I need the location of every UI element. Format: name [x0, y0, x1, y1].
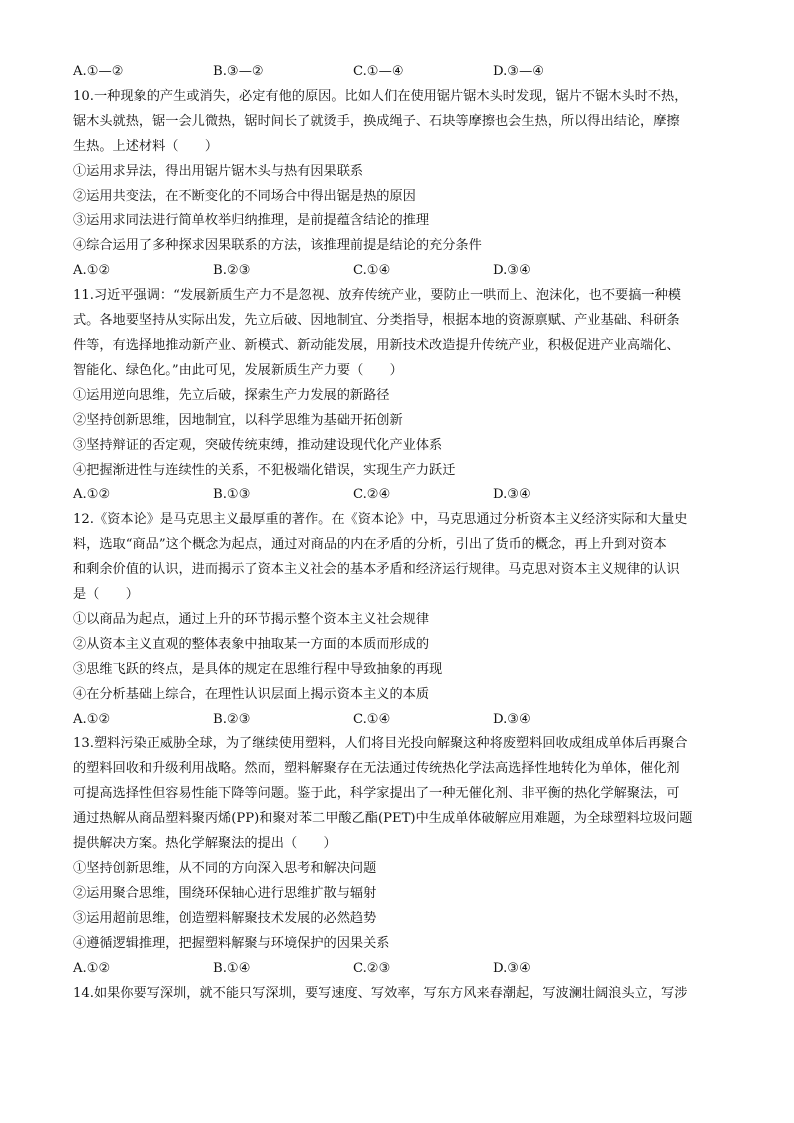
q12-option-c[interactable]: C.①④ [353, 711, 391, 727]
statement: ③思维飞跃的终点，是具体的规定在思维行程中导致抽象的再现 [73, 661, 443, 677]
exam-page [73, 60, 733, 1006]
question-text-line: 生热。上述材料（ ） [73, 138, 219, 154]
question-13 [73, 732, 733, 981]
question-10 [73, 85, 733, 284]
q12-option-d[interactable]: D.③④ [493, 711, 531, 727]
question-text-line: 提供解决方案。热化学解聚法的提出（ ） [73, 836, 337, 852]
q12-options [73, 708, 733, 733]
question-text-line: 14.如果你要写深圳，就不能只写深圳，要写速度、写效率，写东方风来春潮起，写波澜壮阔浪头立，写涉 [73, 985, 688, 1001]
question-text-line: 和剩余价值的认识，进而揭示了资本主义社会的基本矛盾和经济运行规律。马克思对资本主义规律的认识 [73, 562, 680, 578]
statement: ③坚持辩证的否定观，突破传统束缚，推动建设现代化产业体系 [73, 437, 443, 453]
question-text-line: 13.塑料污染正威胁全球，为了继续使用塑料，人们将目光投向解聚这种将废塑料回收成组成单体后再聚合 [73, 736, 688, 752]
question-text-line: 锯木头就热，锯一会儿微热，锯时间长了就烫手，换成绳子、石块等摩擦也会生热，所以得出结论，摩擦 [73, 113, 680, 129]
question-text-line: 式。各地要坚持从实际出发，先立后破、因地制宜、分类指导，根据本地的资源禀赋、产业基础、科研条 [73, 313, 680, 329]
question-text-line: 11.习近平强调：“发展新质生产力不是忽视、放弃传统产业，要防止一哄而上、泡沫化，也不要搞一种模 [73, 288, 681, 304]
q9-option-a[interactable]: A.①—② [73, 64, 124, 79]
question-text-line: 智能化、绿色化。”由此可见，发展新质生产力要（ ） [73, 362, 403, 378]
q10-options [73, 259, 733, 284]
statement: ②运用聚合思维，围绕环保轴心进行思维扩散与辐射 [73, 885, 377, 901]
q10-option-b[interactable]: B.②③ [213, 263, 251, 279]
question-text-line: 的塑料回收和升级利用战略。然而，塑料解聚存在无法通过传统热化学法高选择性地转化为单体，催化剂 [73, 761, 680, 777]
q9-option-c[interactable]: C.①—④ [353, 64, 404, 79]
question-text-line: 料，选取“商品”这个概念为起点，通过对商品的内在矛盾的分析，引出了货币的概念，再上升到对资本 [73, 537, 667, 553]
question-text-line: 是（ ） [73, 587, 139, 603]
q9-option-b[interactable]: B.③—② [213, 64, 264, 79]
statement: ③运用超前思维，创造塑料解聚技术发展的必然趋势 [73, 910, 377, 926]
q13-option-b[interactable]: B.①④ [213, 960, 251, 976]
q11-options [73, 483, 733, 508]
q9-options [73, 60, 733, 85]
question-11 [73, 284, 733, 508]
question-text-line: 件等，有选择地推动新产业、新模式、新动能发展，用新技术改造提升传统产业，积极促进产业高端化、 [73, 337, 680, 353]
question-text-line: 10.一种现象的产生或消失，必定有他的原因。比如人们在使用锯片锯木头时发现，锯片不锯木头时不热， [73, 88, 688, 104]
q11-option-d[interactable]: D.③④ [493, 487, 531, 503]
statement: ①运用求异法，得出用锯片锯木头与热有因果联系 [73, 163, 364, 179]
question-12 [73, 508, 733, 732]
q13-option-d[interactable]: D.③④ [493, 960, 531, 976]
statement: ④综合运用了多种探求因果联系的方法，该推理前提是结论的充分条件 [73, 238, 482, 254]
statement: ①坚持创新思维，从不同的方向深入思考和解决问题 [73, 861, 377, 876]
q10-option-d[interactable]: D.③④ [493, 263, 531, 279]
q11-option-c[interactable]: C.②④ [353, 487, 391, 503]
q11-option-b[interactable]: B.①③ [213, 487, 251, 503]
q10-option-a[interactable]: A.①② [73, 263, 111, 279]
statement: ④在分析基础上综合，在理性认识层面上揭示资本主义的本质 [73, 686, 430, 702]
statement: ①运用逆向思维，先立后破，探索生产力发展的新路径 [73, 387, 390, 403]
statement: ②运用共变法，在不断变化的不同场合中得出锯是热的原因 [73, 188, 416, 204]
q11-option-a[interactable]: A.①② [73, 487, 111, 503]
statement: ④遵循逻辑推理，把握塑料解聚与环境保护的因果关系 [73, 935, 390, 951]
q13-option-c[interactable]: C.②③ [353, 960, 391, 976]
q13-options [73, 957, 733, 982]
q9-option-d[interactable]: D.③—④ [493, 64, 545, 79]
q12-option-a[interactable]: A.①② [73, 711, 111, 727]
statement: ①以商品为起点，通过上升的环节揭示整个资本主义社会规律 [73, 611, 430, 627]
question-14 [73, 982, 733, 1007]
question-text-line: 可提高选择性但容易性能下降等问题。鉴于此，科学家提出了一种无催化剂、非平衡的热化学解聚法，可 [73, 786, 680, 802]
q13-option-a[interactable]: A.①② [73, 960, 111, 976]
q12-option-b[interactable]: B.②③ [213, 711, 251, 727]
q10-option-c[interactable]: C.①④ [353, 263, 391, 279]
question-text-line: 12.《资本论》是马克思主义最厚重的著作。在《资本论》中，马克思通过分析资本主义经济实际和大量史 [73, 512, 688, 528]
statement: ③运用求同法进行简单枚举归纳推理，是前提蕴含结论的推理 [73, 213, 430, 229]
statement: ②坚持创新思维，因地制宜，以科学思维为基础开拓创新 [73, 412, 403, 428]
question-text-line: 通过热解从商品塑料聚丙烯(PP)和聚对苯二甲酸乙酯(PET)中生成单体破解应用难题，为全球塑料垃圾问题 [73, 811, 693, 827]
statement: ④把握渐进性与连续性的关系，不犯极端化错误，实现生产力跃迁 [73, 462, 456, 478]
statement: ②从资本主义直观的整体表象中抽取某一方面的本质而形成的 [73, 636, 430, 652]
